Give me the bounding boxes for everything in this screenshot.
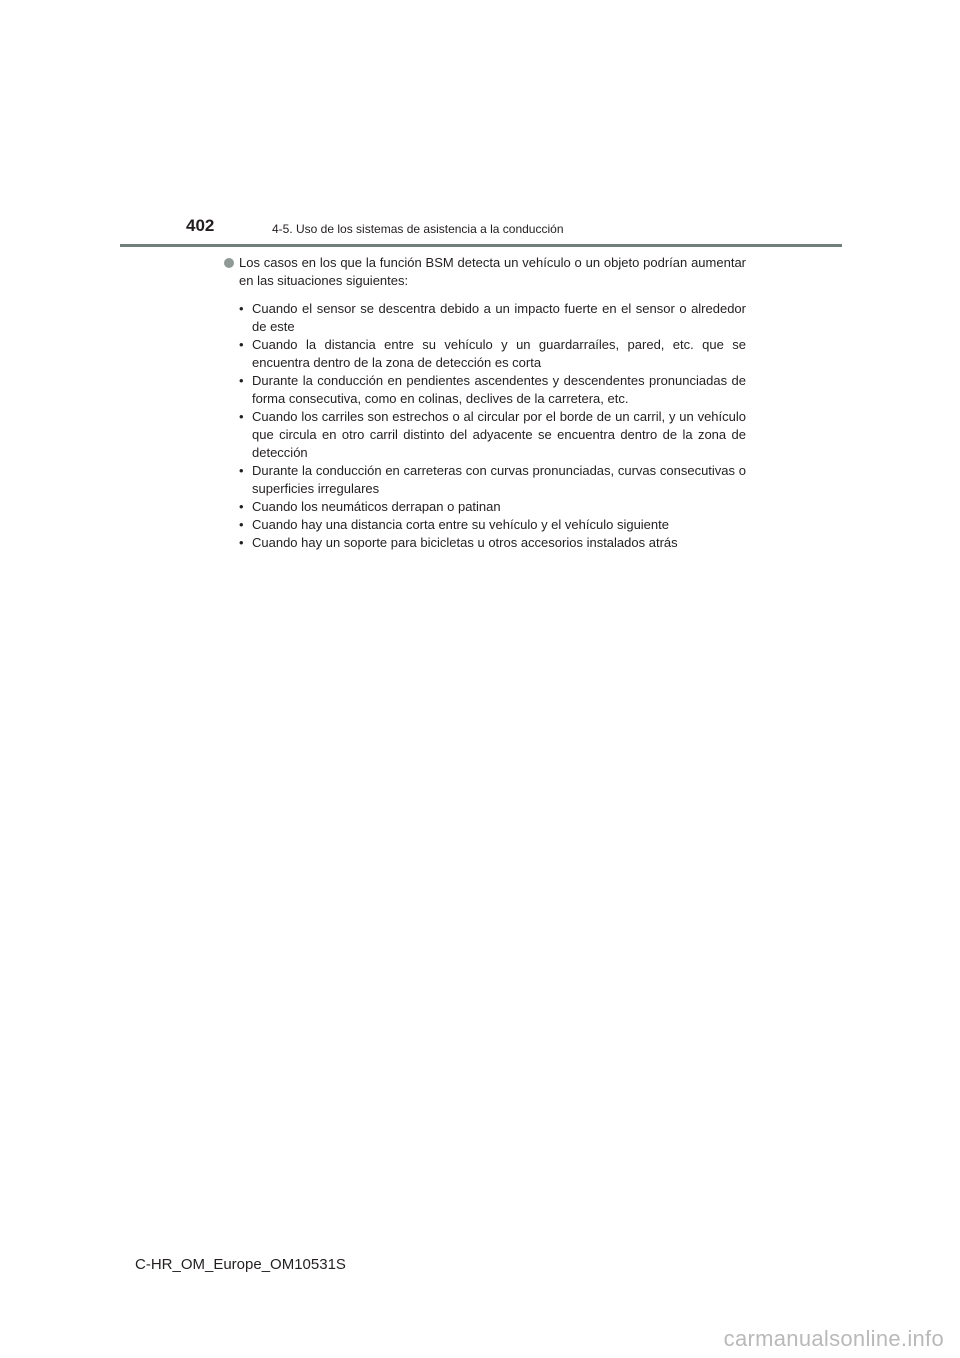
list-item-text: Cuando los neumáticos derrapan o patinan: [252, 499, 501, 514]
list-marker: •: [239, 301, 244, 316]
watermark[interactable]: carmanualsonline.info: [723, 1326, 944, 1351]
list-item: [223, 408, 746, 462]
list-item-text: Cuando hay un soporte para bicicletas u otros accesorios instalados atrás: [252, 535, 678, 550]
list-item: [223, 516, 746, 534]
list-marker: •: [239, 337, 244, 352]
sub-list: [223, 300, 746, 552]
list-marker: •: [239, 463, 244, 478]
list-marker: •: [239, 535, 244, 550]
list-item: [223, 534, 746, 552]
list-item: [223, 372, 746, 408]
list-marker: •: [239, 409, 244, 424]
list-marker: •: [239, 517, 244, 532]
bullet-lead: [223, 254, 746, 290]
list-item-text: Cuando la distancia entre su vehículo y un guardarraíles, pared, etc. que se encuentra dentro de la zona de detección es corta: [252, 337, 746, 370]
list-item-text: Cuando hay una distancia corta entre su vehículo y el vehículo siguiente: [252, 517, 669, 532]
header-rule: [120, 244, 842, 247]
page-number: 402: [186, 216, 215, 235]
list-item: [223, 336, 746, 372]
bullet-lead-text: Los casos en los que la función BSM detecta un vehículo o un objeto podrían aumentar en las situaciones siguientes:: [239, 255, 746, 288]
list-item-text: Durante la conducción en carreteras con curvas pronunciadas, curvas consecutivas o superficies irregulares: [252, 463, 746, 496]
list-item-text: Cuando el sensor se descentra debido a un impacto fuerte en el sensor o alrededor de este: [252, 301, 746, 334]
bullet-dot-icon: [224, 258, 234, 268]
list-item-text: Cuando los carriles son estrechos o al circular por el borde de un carril, y un vehículo que circula en otro carril distinto del adyacente se encuentra dentro de la zona de detección: [252, 409, 746, 460]
list-item-text: Durante la conducción en pendientes ascendentes y descendentes pronunciadas de forma consecutiva, como en colinas, declives de la carretera, etc.: [252, 373, 746, 406]
document-code: C-HR_OM_Europe_OM10531S: [135, 1256, 346, 1273]
list-item: [223, 498, 746, 516]
list-marker: •: [239, 373, 244, 388]
section-title: 4-5. Uso de los sistemas de asistencia a la conducción: [272, 222, 564, 236]
list-item: [223, 300, 746, 336]
list-item: [223, 462, 746, 498]
bullet-block: [223, 254, 746, 552]
list-marker: •: [239, 499, 244, 514]
